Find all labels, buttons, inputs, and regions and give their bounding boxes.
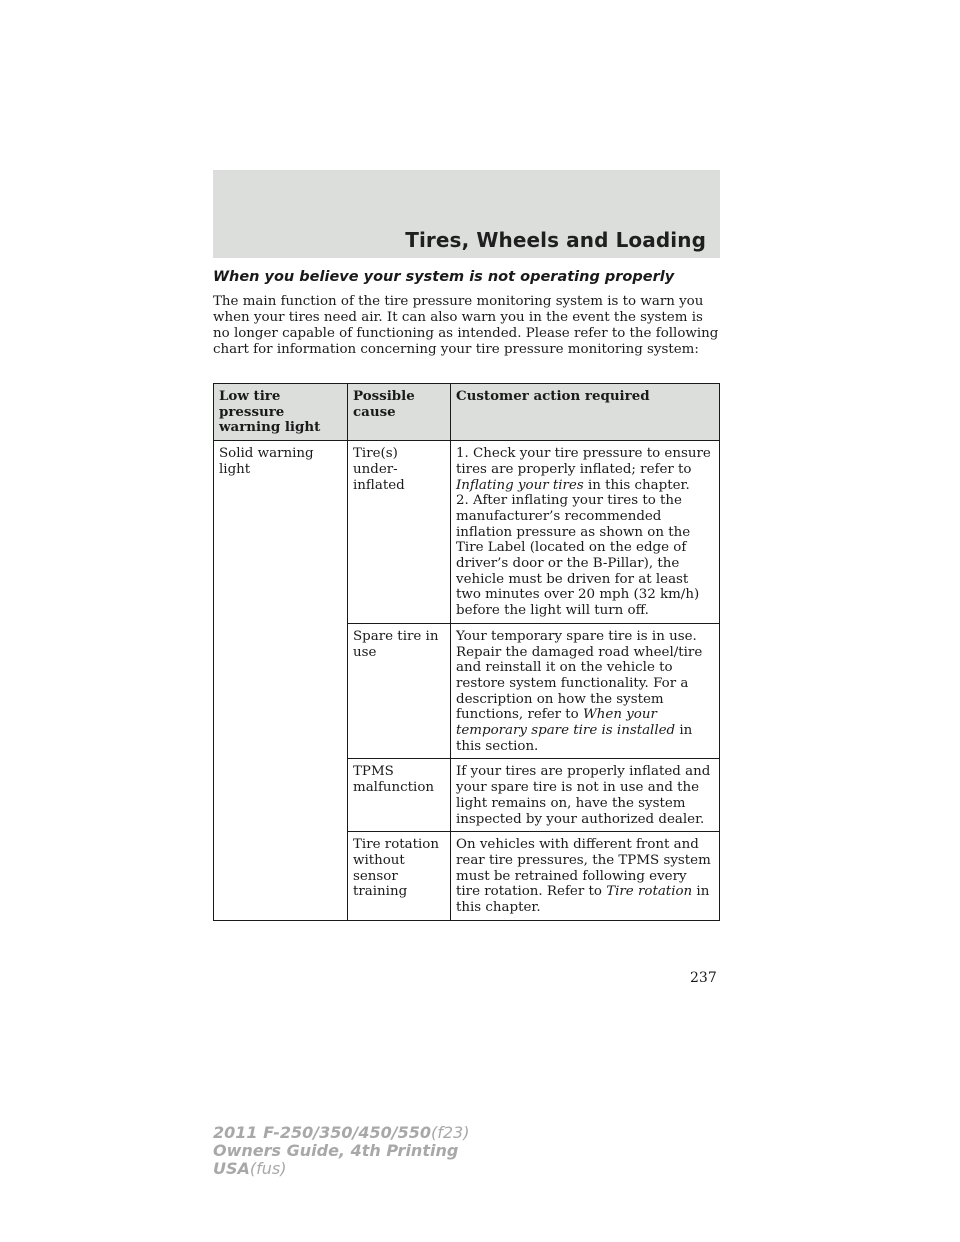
- header-band: [213, 170, 720, 258]
- intro-paragraph: The main function of the tire pressure monitoring system is to warn you when your tires need air. It can also warn you in the event the system is no longer capable of functioning as intended. Please refer to the following chart for information concerning your tire pressure monitoring system:: [213, 294, 719, 357]
- action-text: Your temporary spare tire is in use. Repair the damaged road wheel/tire and reinstall it on the vehicle to restore system functionality. For a description on how the system functions, refer to: [456, 628, 703, 723]
- cause-cell: TPMS malfunction: [348, 759, 451, 832]
- action-cell: [451, 759, 720, 832]
- document-footer: [213, 1124, 469, 1178]
- header-possible-cause: Possible cause: [348, 384, 451, 441]
- footer-region: USA: [213, 1159, 250, 1178]
- warning-light-cell: Solid warning light: [214, 441, 348, 921]
- action-cell: [451, 441, 720, 624]
- page-number: 237: [690, 970, 717, 986]
- cross-reference: Tire rotation: [606, 884, 693, 900]
- cause-cell: Spare tire in use: [348, 623, 451, 759]
- footer-printing: Owners Guide, 4th Printing: [213, 1141, 459, 1160]
- action-text: If your tires are properly inflated and your spare tire is not in use and the light remains on, have the system inspected by your authorized dealer.: [456, 764, 711, 827]
- footer-region-code: (fus): [249, 1159, 287, 1178]
- footer-model-code: (f23): [431, 1123, 470, 1142]
- cause-cell: Tire(s) under-inflated: [348, 441, 451, 624]
- action-text: 1. Check your tire pressure to ensure tires are properly inflated; refer to: [456, 446, 711, 477]
- action-text: in this chapter.: [456, 884, 710, 916]
- table-header-row: [214, 384, 720, 441]
- tpms-troubleshooting-table: [213, 383, 720, 921]
- header-customer-action: Customer action required: [451, 384, 720, 441]
- cross-reference: Inflating your tires: [456, 477, 584, 493]
- action-text: in this section.: [456, 723, 693, 754]
- action-text: On vehicles with different front and rear tire pressures, the TPMS system must be retrained following every tire rotation. Refer to: [456, 837, 711, 900]
- action-cell: [451, 623, 720, 759]
- chapter-title: Tires, Wheels and Loading: [405, 228, 706, 252]
- action-cell: [451, 832, 720, 921]
- action-text: 2. After inflating your tires to the manufacturer’s recommended inflation pressure as shown on the Tire Label (located on the edge of driver’s door or the B-Pillar), the vehicle must be driven for at least two minutes over 20 mph (32 km/h) before the light will turn off.: [456, 493, 700, 619]
- table-row: [214, 441, 720, 624]
- action-text: in this chapter.: [583, 477, 690, 493]
- section-heading: When you believe your system is not operating properly: [213, 269, 675, 285]
- cause-cell: Tire rotation without sensor training: [348, 832, 451, 921]
- cross-reference: When your temporary spare tire is installed: [456, 707, 676, 739]
- header-warning-light: Low tire pressure warning light: [214, 384, 348, 441]
- footer-model: 2011 F-250/350/450/550: [213, 1123, 431, 1142]
